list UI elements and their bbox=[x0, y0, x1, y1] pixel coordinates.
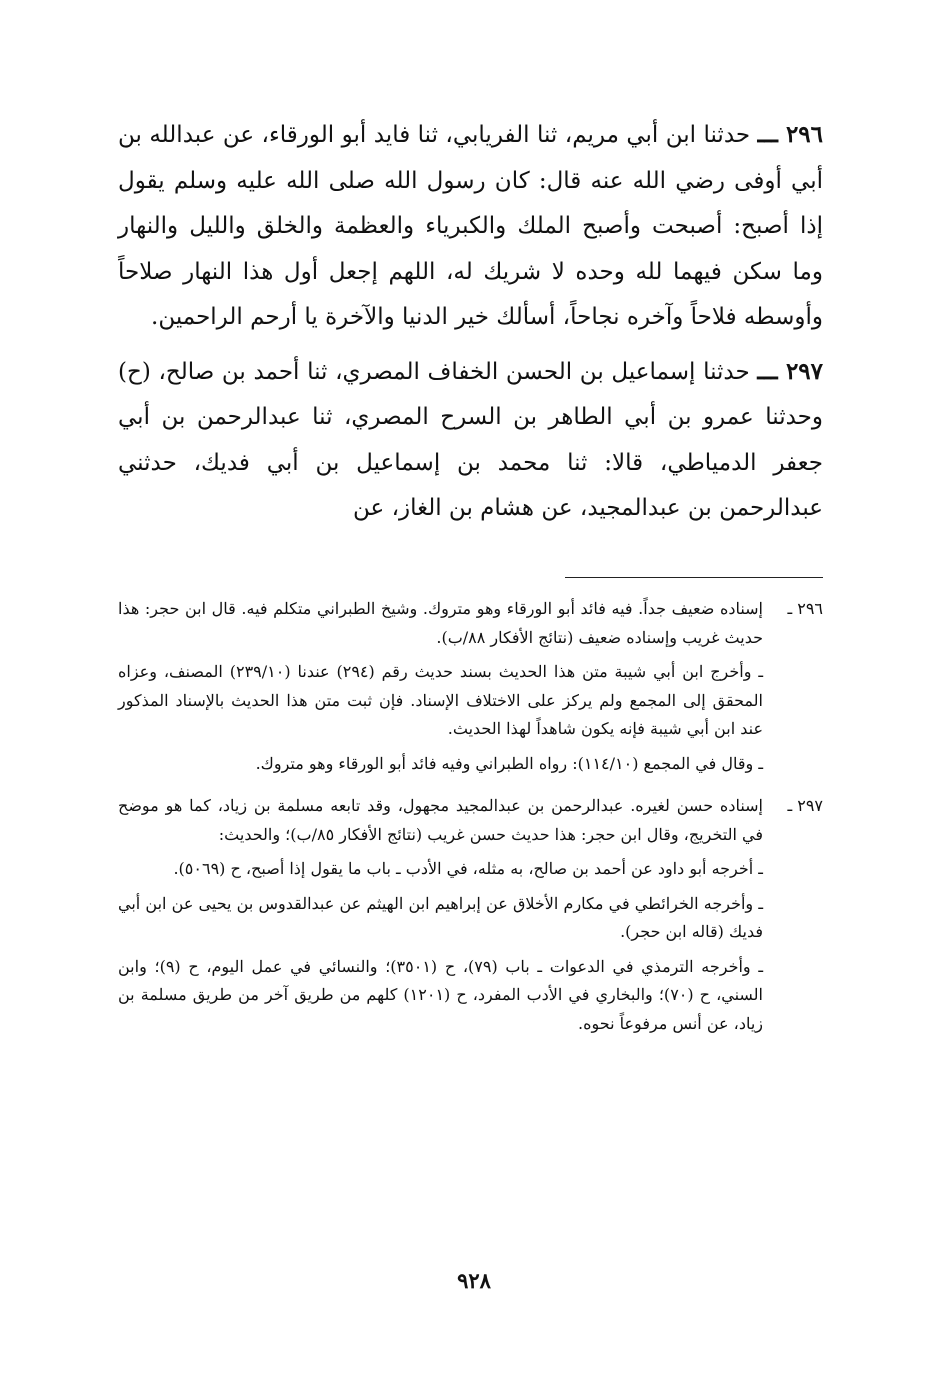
footnote-paragraph: إسناده ضعيف جداً. فيه فائد أبو الورقاء وهو متروك. وشيخ الطبراني متكلم فيه. قال ابن حجر: هذا حديث غريب وإسناده ضعيف (نتائج الأفكار ٨٨/ب). bbox=[118, 599, 763, 647]
main-text bbox=[118, 112, 823, 540]
hadith-296 bbox=[118, 112, 823, 341]
footnote-paragraph: ـ أخرجه أبو داود عن أحمد بن صالح، به مثله، في الأدب ـ باب ما يقول إذا أصبح، ح (٥٠٦٩). bbox=[173, 859, 763, 878]
hadith-number: ٢٩٦ ـــ bbox=[757, 121, 824, 148]
footnote-paragraph: ـ وأخرج ابن أبي شيبة متن هذا الحديث بسند حديث رقم (٢٩٤) عندنا (٢٣٩/١٠) المصنف، وعزاه المحقق إلى المجمع ولم يركز على الاختلاف الإسناد. فإن ثبت متن هذا الحديث بالإسناد المذكور عند ابن أبي شيبة فإنه يكون شاهداً لهذا الحديث. bbox=[118, 662, 764, 738]
footnote-paragraph: إسناده حسن لغيره. عبدالرحمن بن عبدالمجيد مجهول، وقد تابعه مسلمة بن زياد، كما هو موضح في التخريج، وقال ابن حجر: هذا حديث حسن غريب (نتائج الأفكار ٨٥/ب)؛ والحديث: bbox=[118, 796, 763, 844]
footnote-label: ٢٩٧ ـ bbox=[787, 796, 823, 815]
page-number: ٩٢٨ bbox=[457, 1268, 491, 1293]
footnote-paragraph: ـ وأخرجه الترمذي في الدعوات ـ باب (٧٩)، ح (٣٥٠١)؛ والنسائي في عمل اليوم، ح (٩)؛ وابن السني، ح (٧٠)؛ والبخاري في الأدب المفرد، ح (١٢٠١) كلهم من طريق آخر من طريق مسلمة بن زياد، عن أنس مرفوعاً نحوه. bbox=[118, 956, 764, 1033]
hadith-297 bbox=[118, 349, 823, 532]
footnote-label: ٢٩٦ ـ bbox=[787, 599, 823, 618]
hadith-text: حدثنا إسماعيل بن الحسن الخفاف المصري، ثنا أحمد بن صالح، (ح) وحدثنا عمرو بن أبي الطاهر بن السرح المصري، ثنا عبدالرحمن بن أبي جعفر الدمياطي، قالا: ثنا محمد بن إسماعيل بن أبي فديك، حدثني عبدالرحمن بن عبدالمجيد، عن هشام بن الغاز، عن bbox=[118, 358, 823, 521]
footnote-296 bbox=[118, 595, 823, 778]
footnote-paragraph: ـ وقال في المجمع (١١٤/١٠): رواه الطبراني وفيه فائد أبو الورقاء وهو متروك. bbox=[255, 753, 763, 773]
hadith-text: حدثنا ابن أبي مريم، ثنا الفريابي، ثنا فايد أبو الورقاء، عن عبدالله بن أبي أوفى رضي الله عنه قال: كان رسول الله صلى الله عليه وسلم يقول إذا أصبح: أصبحت وأصبح الملك والكبرياء والعظمة والخلق والليل والنهار وما سكن فيهما لله وحده لا شريك له، اللهم إجعل أول هذا النهار صلاحاً وأوسطه فلاحاً وآخره نجاحاً، أسألك خير الدنيا والآخرة يا أرحم الراحمين. bbox=[118, 122, 823, 330]
footnote-divider bbox=[565, 577, 823, 578]
footnote-297 bbox=[118, 792, 823, 1038]
hadith-number: ٢٩٧ ـــ bbox=[757, 357, 823, 385]
footnote-paragraph: ـ وأخرجه الخرائطي في مكارم الأخلاق عن إبراهيم ابن الهيثم عن عبدالقدوس بن يحيى عن ابن أبي فديك (قاله ابن حجر). bbox=[118, 893, 763, 941]
footnotes bbox=[118, 595, 823, 1052]
